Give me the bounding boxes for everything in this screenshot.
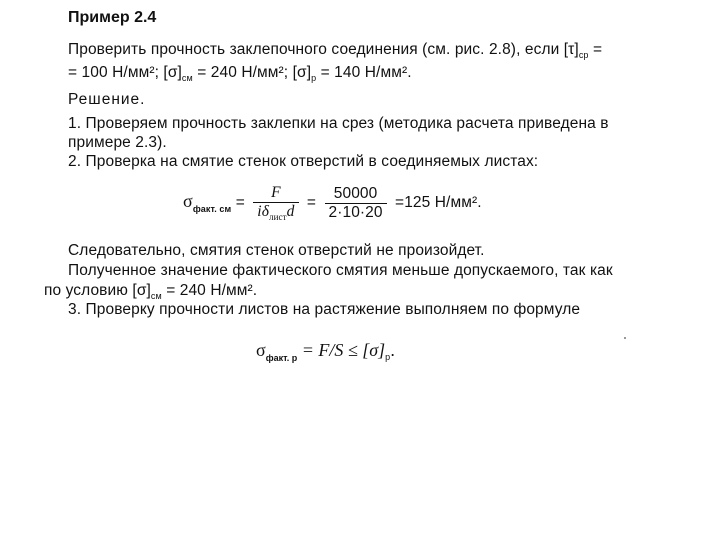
step-3-line: 3. Проверку прочности листов на растяжение выполняем по формуле bbox=[68, 301, 581, 318]
problem-line-2 bbox=[68, 64, 412, 82]
eq2-body: = F/S ≤ [σ] bbox=[297, 340, 386, 360]
equation-1 bbox=[183, 184, 482, 222]
scan-speck bbox=[624, 337, 626, 339]
problem-text-2c: = 140 Н/мм². bbox=[316, 64, 412, 81]
problem-text-2a: = 100 Н/мм²; [σ] bbox=[68, 64, 182, 81]
equation-2 bbox=[256, 340, 395, 361]
conclusion-text-b: = 240 Н/мм². bbox=[161, 282, 258, 299]
eq1-den1-a: iδ bbox=[257, 203, 269, 220]
conclusion-line-3 bbox=[44, 282, 257, 300]
eq1-sigma: σ bbox=[183, 191, 193, 212]
conclusion-text-a: по условию [σ] bbox=[44, 282, 151, 299]
step-1-line-b: примере 2.3). bbox=[68, 134, 167, 151]
sigma-p-subscript: р bbox=[311, 73, 317, 83]
eq1-result: =125 Н/мм². bbox=[395, 194, 482, 212]
eq2-rhs-subscript: р bbox=[385, 352, 391, 362]
conclusion-line-1: Следовательно, смятия стенок отверстий не произойдет. bbox=[68, 242, 485, 259]
step-2-line: 2. Проверка на смятие стенок отверстий в соединяемых листах: bbox=[68, 153, 539, 170]
solution-heading: Решение. bbox=[68, 91, 146, 108]
example-title: Пример 2.4 bbox=[68, 9, 157, 26]
step-1-line-a: 1. Проверяем прочность заклепки на срез (методика расчета приведена в bbox=[68, 115, 609, 132]
eq1-fraction-2 bbox=[325, 185, 387, 222]
eq1-denominator-1 bbox=[253, 202, 298, 222]
eq2-sigma: σ bbox=[256, 340, 266, 360]
eq1-lhs-subscript: факт. см bbox=[192, 204, 232, 215]
conclusion-line-2: Полученное значение фактического смятия меньше допускаемого, так как bbox=[68, 262, 613, 279]
conclusion-subscript: см bbox=[150, 291, 162, 301]
eq1-den1-b: d bbox=[286, 203, 295, 220]
eq1-numerator-2: 50000 bbox=[333, 184, 378, 202]
problem-text-1-end: = bbox=[588, 41, 603, 58]
eq2-end: . bbox=[390, 340, 396, 360]
eq1-numerator-1: F bbox=[271, 184, 281, 201]
eq1-equals-2: = bbox=[306, 194, 317, 212]
eq1-equals: = bbox=[235, 194, 245, 212]
problem-text-2b: = 240 Н/мм²; [σ] bbox=[192, 64, 312, 81]
tau-subscript: ср bbox=[578, 50, 589, 60]
eq1-fraction-1 bbox=[253, 184, 298, 222]
problem-text-1: Проверить прочность заклепочного соединения (см. рис. 2.8), если [τ] bbox=[68, 41, 579, 58]
eq1-den1-subscript: лист bbox=[269, 212, 287, 222]
problem-line-1 bbox=[68, 41, 602, 59]
eq2-lhs-subscript: факт. р bbox=[265, 353, 298, 363]
eq1-denominator-2: 2·10·20 bbox=[325, 203, 387, 222]
sigma-cm-subscript: см bbox=[181, 73, 193, 83]
